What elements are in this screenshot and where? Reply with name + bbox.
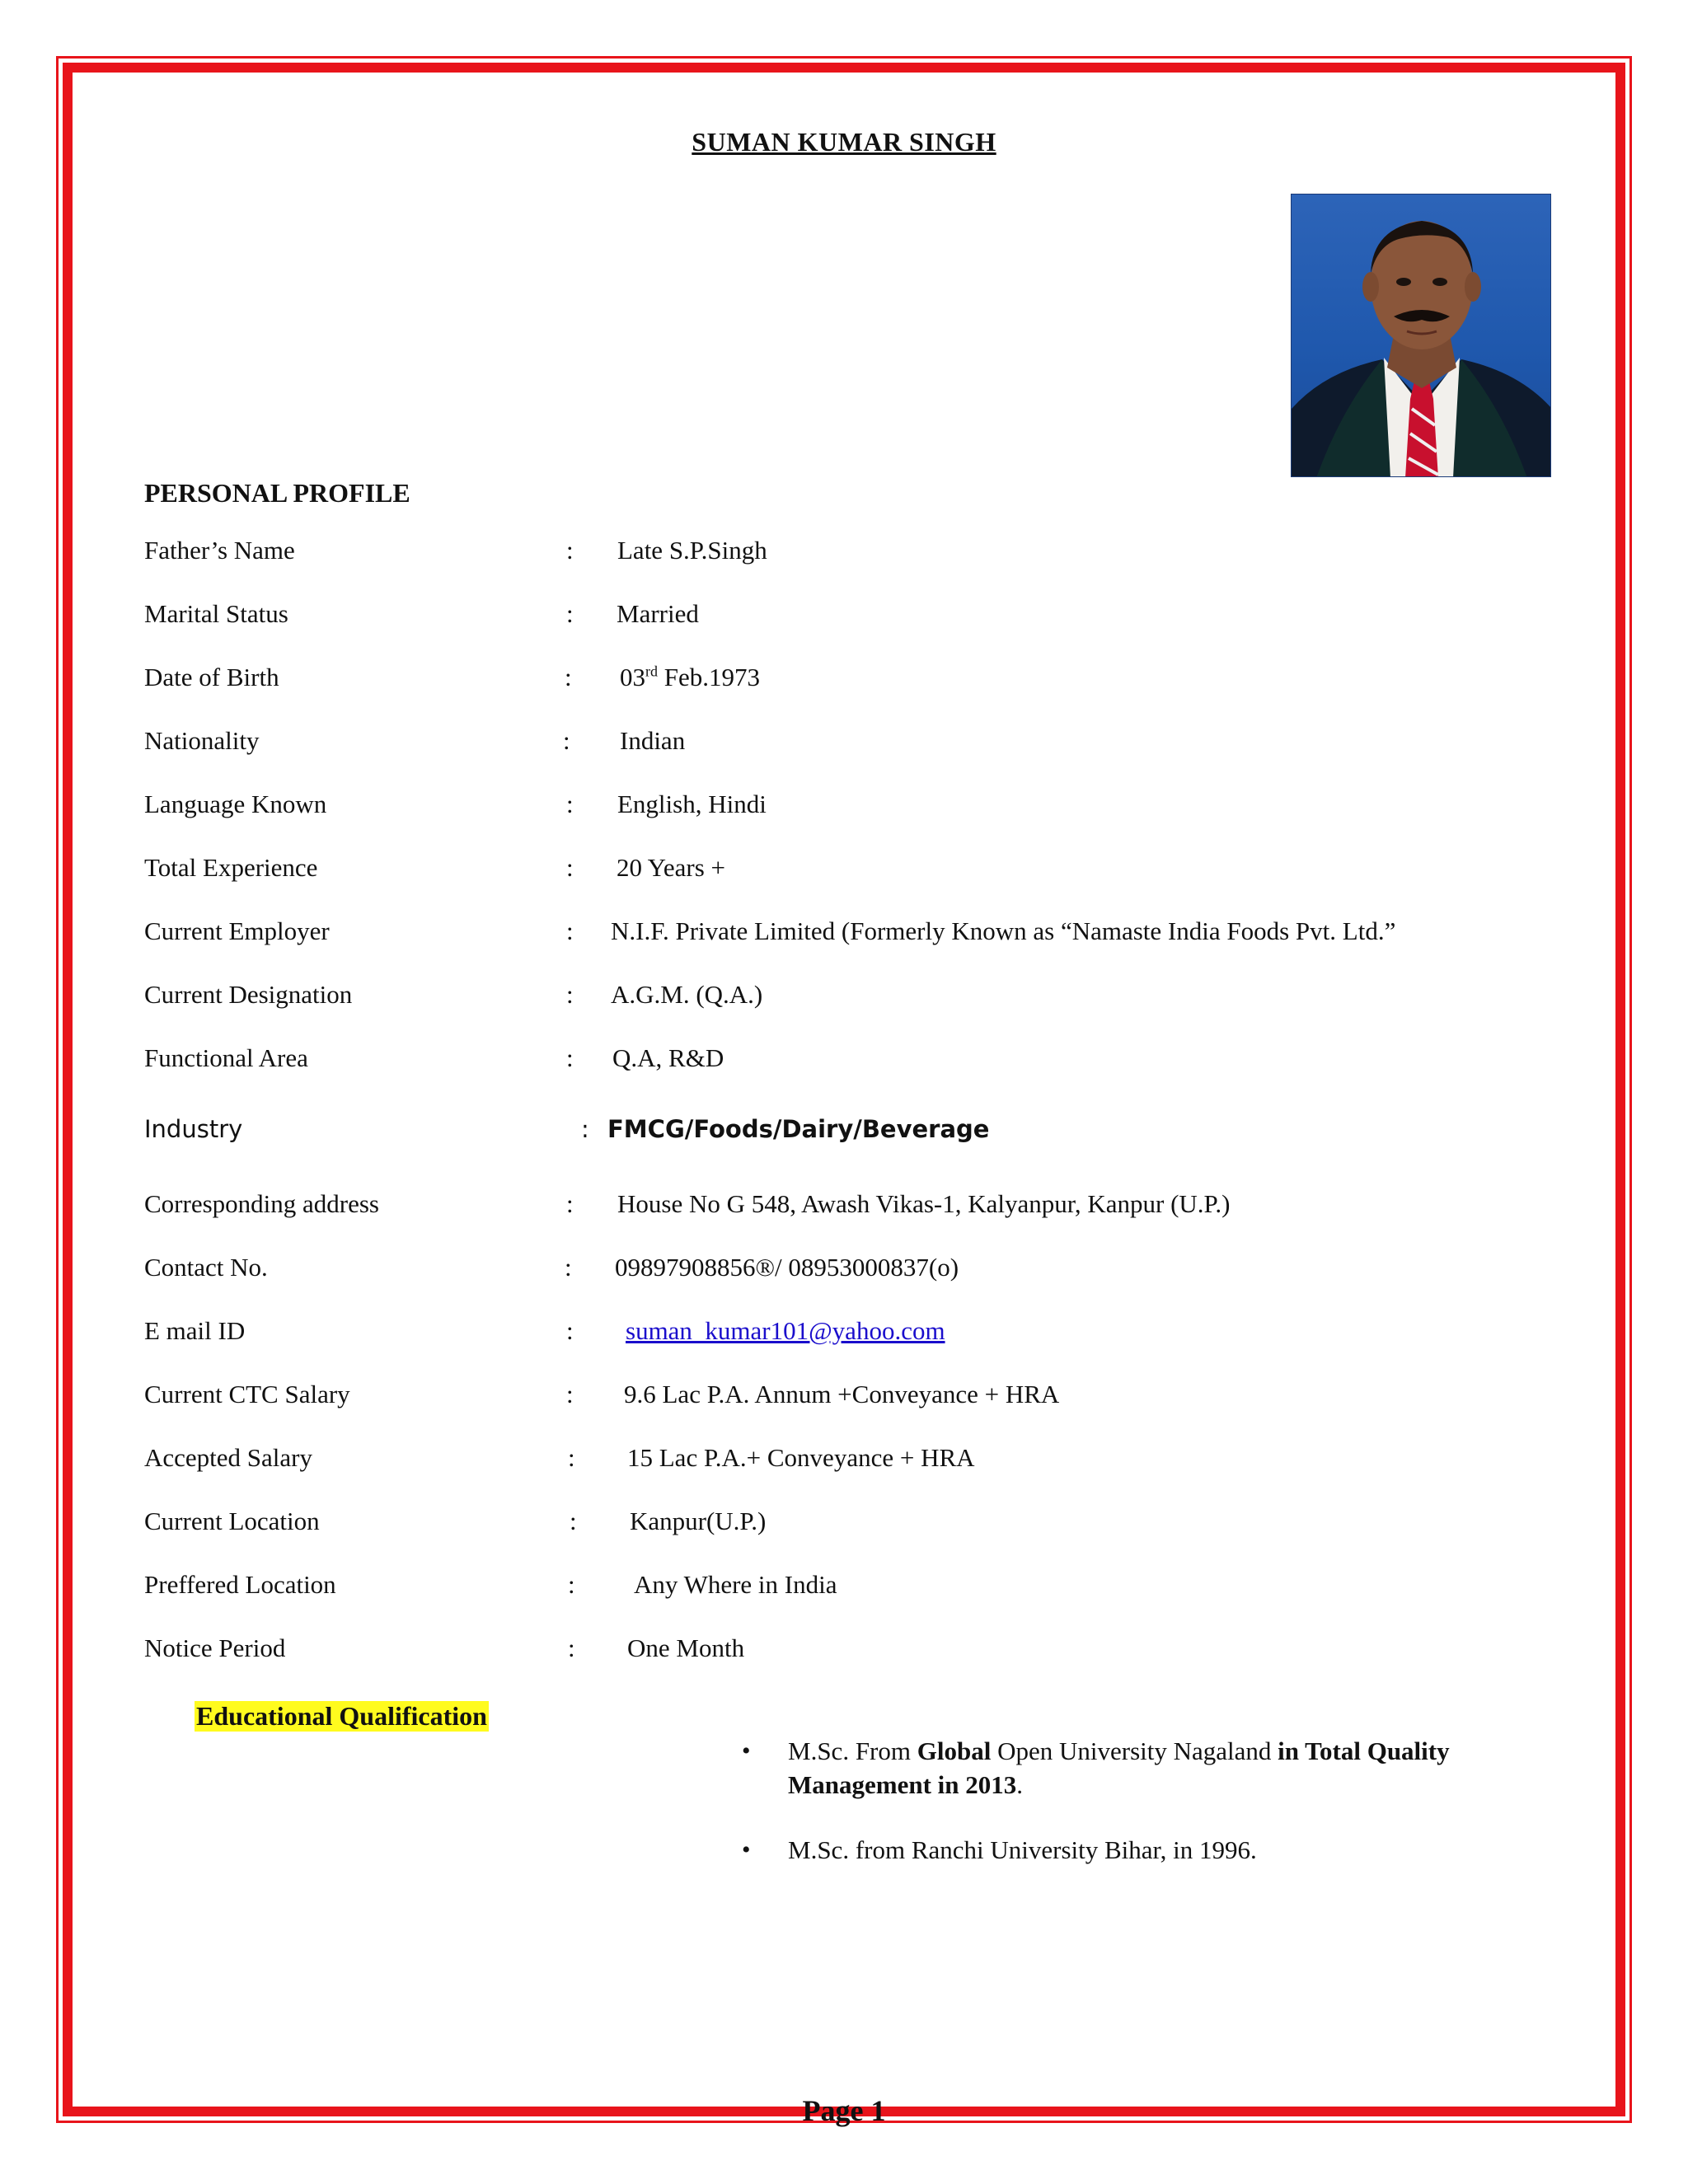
field-contact-no: [144, 1253, 1595, 1291]
field-corresponding-address: [144, 1189, 1595, 1227]
field-functional-area: [144, 1043, 1595, 1081]
field-fathers-name: [144, 536, 1595, 574]
field-separator: :: [581, 1115, 589, 1143]
field-preferred-location: [144, 1570, 1595, 1608]
field-total-experience: [144, 853, 1595, 891]
dob-day: 03: [620, 663, 645, 691]
candidate-name: SUMAN KUMAR SINGH: [692, 127, 996, 157]
field-notice-period: [144, 1633, 1595, 1671]
field-current-designation: [144, 980, 1595, 1018]
field-language-known: [144, 790, 1595, 827]
dob-ordinal: rd: [645, 663, 658, 680]
education-item: [742, 1734, 1566, 1802]
field-value: Kanpur(U.P.): [630, 1507, 767, 1535]
field-label: Current Designation: [144, 980, 353, 1009]
edu-text-bold: in Total Quality Management in 2013: [788, 1736, 1450, 1799]
field-separator: :: [566, 1380, 574, 1408]
field-separator: :: [566, 1043, 574, 1072]
field-label: Accepted Salary: [144, 1443, 312, 1472]
education-item: [742, 1833, 1566, 1867]
field-value: 15 Lac P.A.+ Conveyance + HRA: [627, 1443, 975, 1472]
edu-text: .: [1016, 1770, 1024, 1799]
field-label: Nationality: [144, 726, 260, 755]
edu-text: M.Sc. From: [788, 1736, 917, 1765]
field-separator: :: [566, 536, 574, 565]
field-current-location: [144, 1507, 1595, 1544]
field-current-ctc-salary: [144, 1380, 1595, 1418]
field-label: Contact No.: [144, 1253, 268, 1282]
page-number: Page 1: [802, 2094, 886, 2127]
field-label: Notice Period: [144, 1633, 286, 1662]
email-link[interactable]: suman_kumar101@yahoo.com: [626, 1316, 945, 1345]
field-label: Functional Area: [144, 1043, 308, 1072]
field-nationality: [144, 726, 1595, 764]
field-value: N.I.F. Private Limited (Formerly Known as “Namaste India Foods Pvt. Ltd.”: [611, 916, 1396, 945]
field-value: 09897908856®/ 08953000837(o): [615, 1253, 959, 1282]
personal-profile-heading: PERSONAL PROFILE: [144, 478, 410, 508]
field-separator: :: [568, 1443, 575, 1472]
edu-text: Open University Nagaland: [991, 1736, 1278, 1765]
edu-text: M.Sc. from Ranchi University Bihar, in 1996.: [788, 1835, 1257, 1864]
field-value: A.G.M. (Q.A.): [611, 980, 763, 1009]
field-separator: :: [563, 726, 570, 755]
educational-qualification-heading: Educational Qualification: [196, 1701, 487, 1731]
field-label: Language Known: [144, 790, 327, 818]
field-separator: :: [568, 1633, 575, 1662]
field-label: Total Experience: [144, 853, 318, 882]
field-industry: [144, 1115, 1595, 1153]
field-value: Indian: [620, 726, 686, 755]
field-value: [626, 1316, 945, 1346]
bullet-icon: •: [742, 1836, 751, 1863]
field-separator: :: [565, 1253, 572, 1282]
field-separator: :: [566, 1316, 574, 1345]
field-separator: :: [566, 916, 574, 945]
field-accepted-salary: [144, 1443, 1595, 1481]
field-separator: :: [570, 1507, 577, 1535]
field-separator: :: [565, 663, 572, 691]
education-list: [742, 1734, 1566, 1898]
field-separator: :: [566, 853, 574, 882]
field-separator: :: [566, 980, 574, 1009]
field-value: House No G 548, Awash Vikas-1, Kalyanpur, Kanpur (U.P.): [617, 1189, 1231, 1218]
field-label: Preffered Location: [144, 1570, 336, 1599]
field-date-of-birth: [144, 663, 1595, 701]
edu-text-bold: Global: [917, 1736, 992, 1765]
field-value: Any Where in India: [634, 1570, 837, 1599]
field-label: E mail ID: [144, 1316, 246, 1345]
field-value: 9.6 Lac P.A. Annum +Conveyance + HRA: [624, 1380, 1060, 1408]
field-label: Current CTC Salary: [144, 1380, 350, 1408]
field-separator: :: [566, 790, 574, 818]
field-separator: :: [568, 1570, 575, 1599]
field-value: English, Hindi: [617, 790, 767, 818]
field-email-id: [144, 1316, 1595, 1354]
field-value: 20 Years +: [617, 853, 726, 882]
bullet-icon: •: [742, 1737, 751, 1765]
field-current-employer: [144, 916, 1595, 954]
field-value: [620, 663, 760, 692]
field-label: Current Employer: [144, 916, 330, 945]
field-label: Current Location: [144, 1507, 320, 1535]
field-separator: :: [566, 1189, 574, 1218]
field-label: Date of Birth: [144, 663, 279, 691]
dob-rest: Feb.1973: [658, 663, 760, 691]
profile-photo: [1291, 194, 1551, 477]
field-value: FMCG/Foods/Dairy/Beverage: [607, 1115, 990, 1143]
field-label: Father’s Name: [144, 536, 295, 565]
field-marital-status: [144, 599, 1595, 637]
field-value: Q.A, R&D: [612, 1043, 724, 1072]
field-value: Married: [617, 599, 699, 628]
field-value: One Month: [627, 1633, 745, 1662]
field-separator: :: [566, 599, 574, 628]
field-value: Late S.P.Singh: [617, 536, 767, 565]
field-label: Corresponding address: [144, 1189, 379, 1218]
field-label: Industry: [144, 1115, 243, 1143]
field-label: Marital Status: [144, 599, 288, 628]
